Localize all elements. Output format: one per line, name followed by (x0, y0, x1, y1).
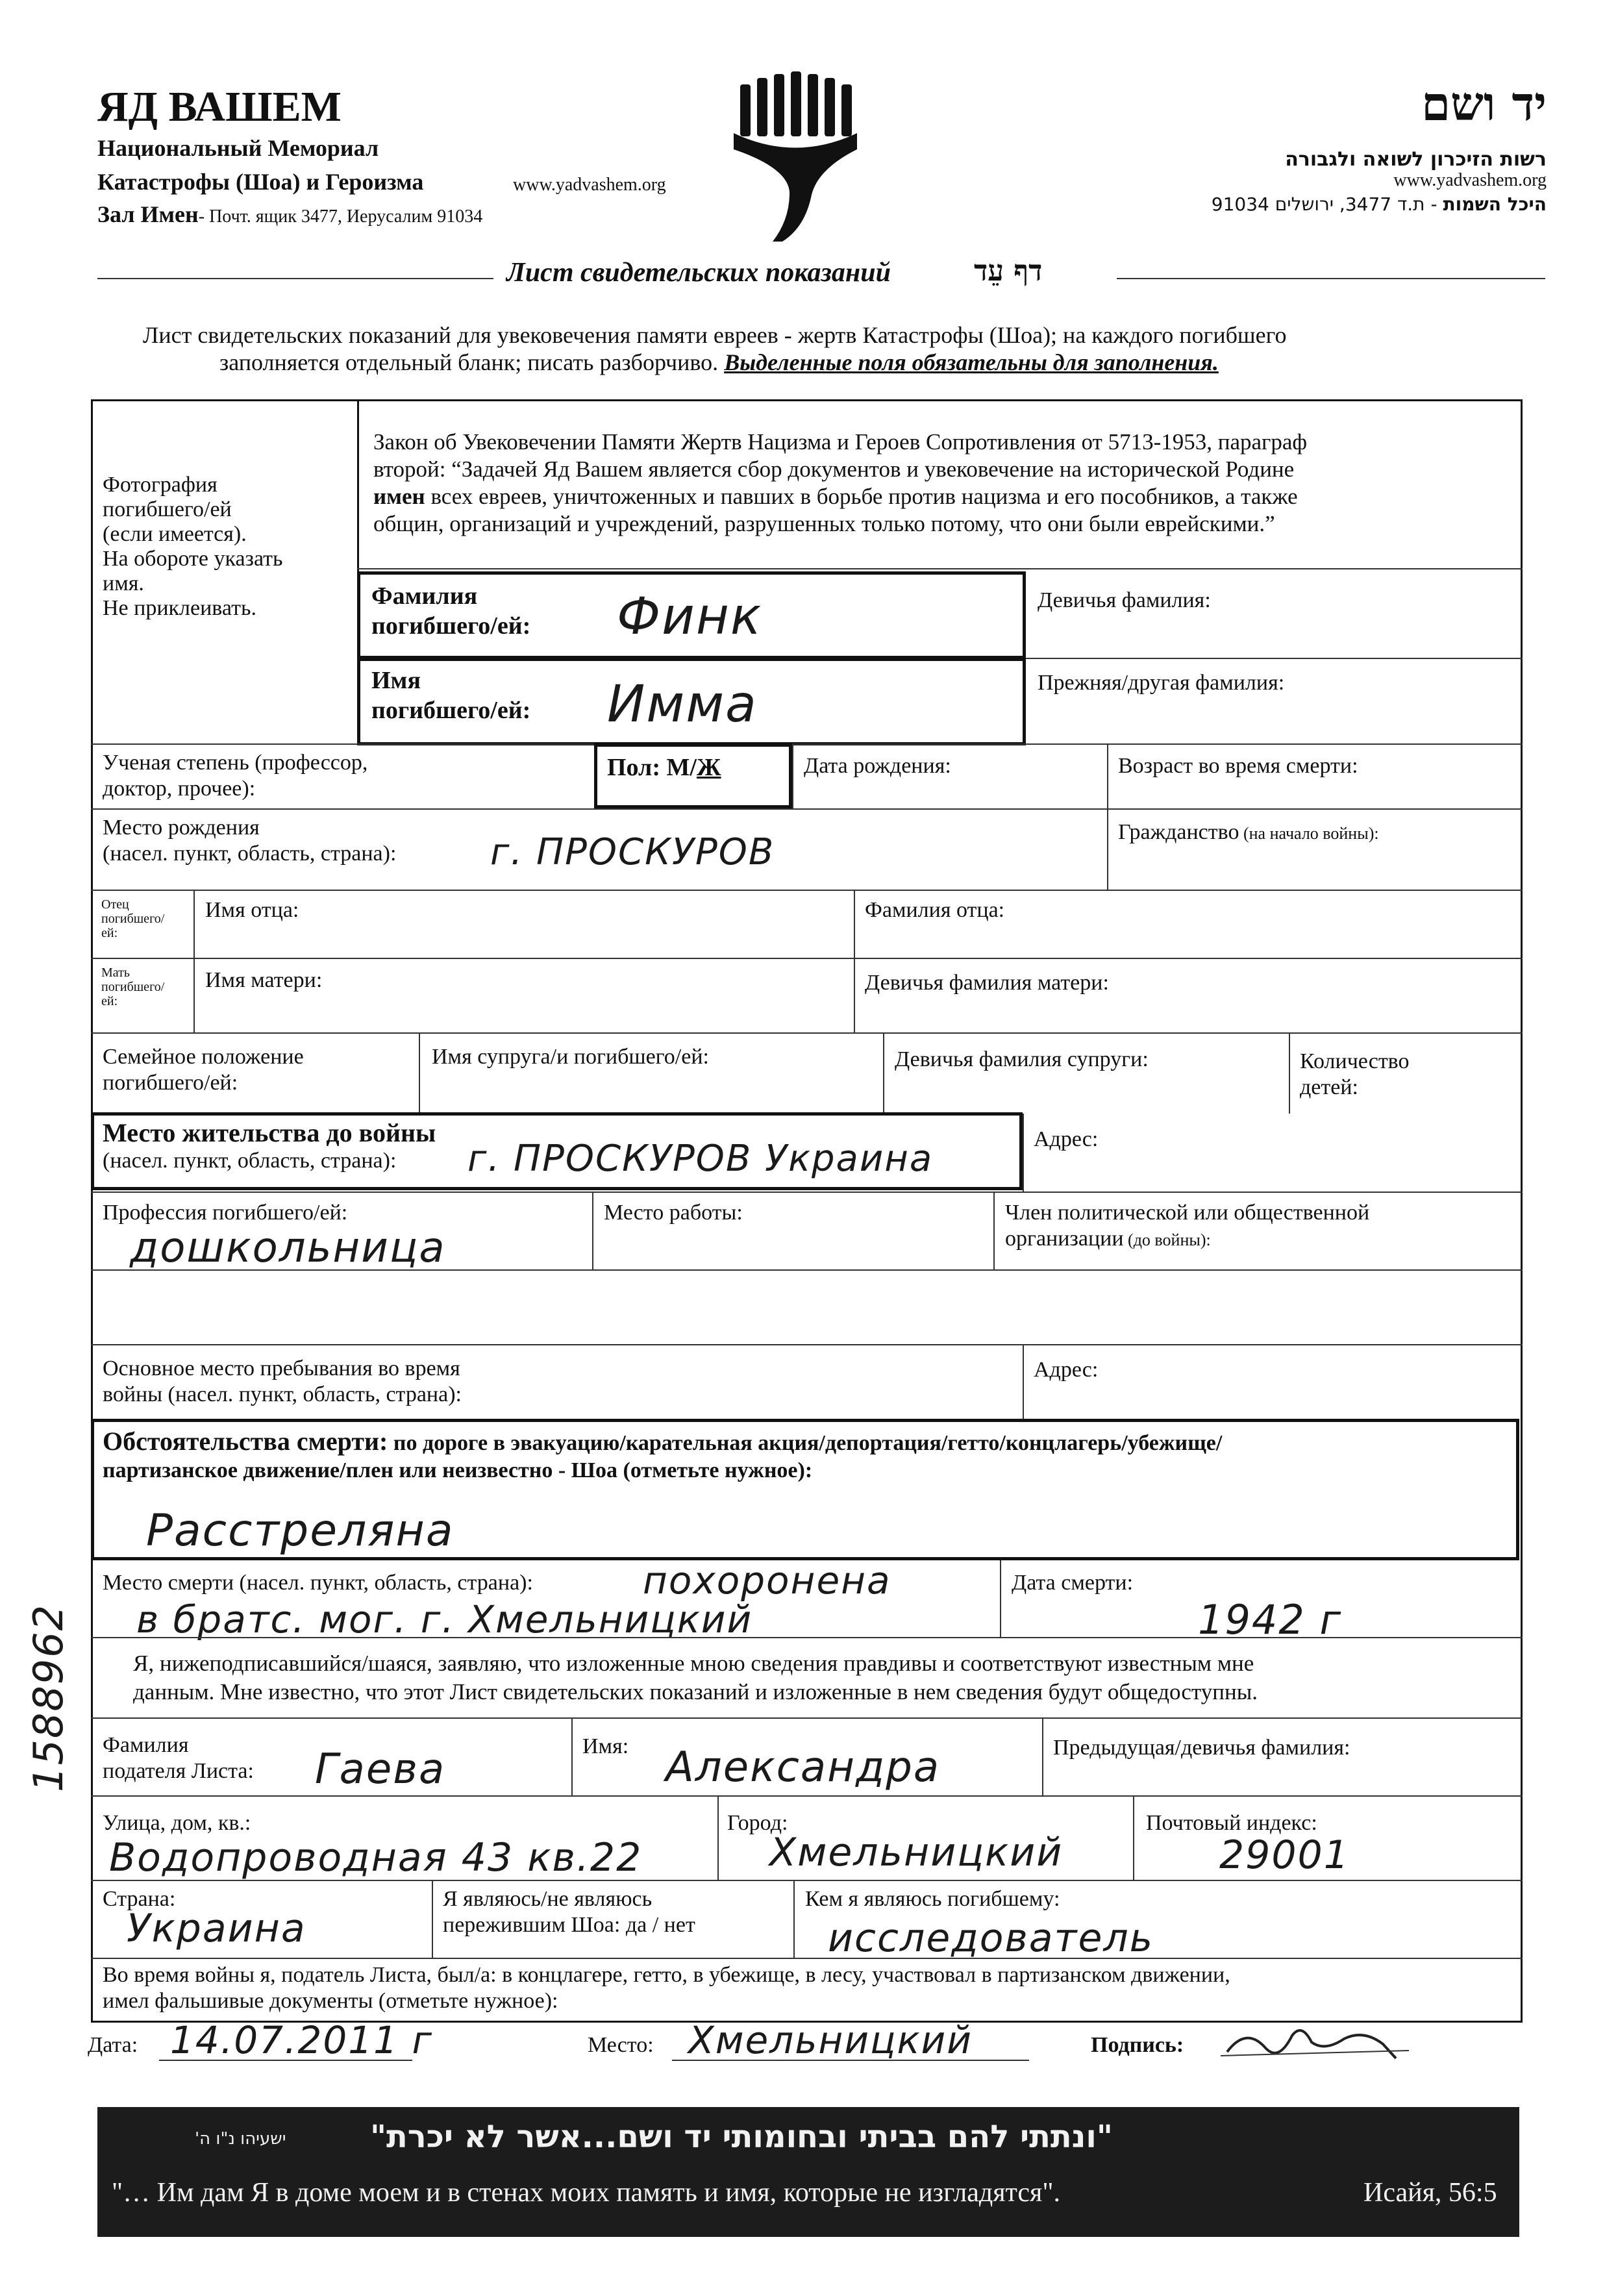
declaration-line: Я, нижеподписавшийся/шаяся, заявляю, что изложенные мною сведения правдивы и соответствуют известным мне (133, 1651, 1254, 1676)
zip-value[interactable]: 29001 (1219, 1832, 1350, 1878)
org-subtitle-1: Национальный Мемориал (97, 135, 379, 161)
relation-label: Кем я являюсь погибшему: (805, 1887, 1060, 1911)
city-value[interactable]: Хмельницкий (769, 1830, 1064, 1875)
signature-label: Подпись: (1091, 2033, 1184, 2057)
rule (419, 1032, 420, 1114)
street-value[interactable]: Водопроводная 43 кв.22 (109, 1835, 643, 1880)
org-subtitle-he: רשות הזיכרון לשואה ולגבורה (1285, 148, 1547, 171)
photo-note-line: погибшего/ей (103, 497, 232, 521)
birthplace-value[interactable]: г. ПРОСКУРОВ (490, 831, 775, 873)
circumstances-options: партизанское движение/плен или неизвестно - Шоа (отметьте нужное): (103, 1458, 813, 1482)
hall-label: Зал Имен (97, 201, 199, 227)
survivor-label[interactable] (443, 1886, 695, 1938)
rule (91, 1192, 1523, 1193)
label-line: Член политической или общественной (1005, 1201, 1370, 1225)
label-line: погибшего/ей: (371, 612, 531, 640)
side-line: Отец (101, 897, 129, 912)
law-bottom-rule (357, 568, 1523, 569)
rule (1023, 1344, 1024, 1419)
citizenship-note: (на начало войны): (1239, 824, 1379, 843)
citizenship-label-text: Гражданство (1118, 820, 1239, 844)
side-line: погибшего/ (101, 980, 165, 994)
label-line: Фамилия (103, 1733, 189, 1757)
org-title-he: יד ושם (1421, 76, 1547, 131)
birthdate-label: Дата рождения: (804, 754, 951, 778)
rule (91, 1958, 1523, 1959)
mother-maiden-label: Девичья фамилия матери: (865, 971, 1109, 995)
label-line: Ученая степень (профессор, (103, 751, 368, 775)
rule (883, 1032, 884, 1114)
form-title-he: דף עֵד (974, 255, 1043, 288)
label-line: доктор, прочее): (103, 777, 256, 801)
law-bold-word: имен (373, 484, 425, 509)
signature-mark[interactable] (1221, 2013, 1415, 2065)
declaration (133, 1649, 1258, 1706)
death-circumstances-value[interactable]: Расстреляна (146, 1505, 454, 1556)
rule (1133, 1795, 1134, 1880)
submitter-wartime (103, 1962, 1230, 2014)
date-label: Дата: (88, 2033, 138, 2057)
death-place-value-1[interactable]: похоронена (643, 1558, 891, 1603)
citizenship-label (1118, 819, 1379, 845)
rule (993, 1192, 995, 1269)
rule (854, 890, 855, 1032)
father-name-label: Имя отца: (205, 898, 299, 922)
submitter-surname-label (103, 1732, 254, 1784)
death-circumstances-label (103, 1427, 1222, 1484)
date-value[interactable]: 14.07.2011 г (170, 2018, 433, 2062)
death-place-label: Место смерти (насел. пункт, область, страна): (103, 1571, 533, 1595)
children-label (1300, 1049, 1410, 1101)
workplace-label: Место работы: (604, 1201, 743, 1225)
rule (1000, 1560, 1001, 1637)
rule (717, 1795, 719, 1880)
label-line: пережившим Шоа: да / нет (443, 1913, 695, 1937)
rule (91, 958, 1523, 959)
footer-russian-quote: "… Им дам Я в доме моем и в стенах моих память и имя, которые не изгладятся". (112, 2178, 1060, 2208)
rule (91, 1269, 1523, 1271)
declaration-line: данным. Мне известно, что этот Лист свидетельских показаний и изложенные в нем сведения будут общедоступны. (133, 1679, 1258, 1704)
footer-russian-ref: Исайя, 56:5 (1363, 2178, 1497, 2208)
photo-note-line: (если имеется). (103, 522, 247, 546)
label-line: погибшего/ей: (103, 1071, 238, 1095)
country-label: Страна: (103, 1887, 176, 1911)
rule (1289, 1032, 1290, 1114)
website-ru[interactable]: www.yadvashem.org (513, 175, 666, 195)
side-line: погибшего/ (101, 912, 165, 926)
law-line (373, 483, 1307, 510)
law-line: общин, организаций и учреждений, разрушенных только потому, что они были еврейскими.” (373, 511, 1275, 536)
victim-name-value[interactable]: Имма (607, 675, 758, 734)
rule (91, 1344, 1523, 1345)
circumstances-options: по дороге в эвакуацию/карательная акция/депортация/гетто/концлагерь/убежище/ (388, 1431, 1223, 1455)
relation-value[interactable]: исследователь (828, 1915, 1154, 1961)
rule (91, 1032, 1523, 1034)
father-surname-label: Фамилия отца: (865, 898, 1005, 922)
spouse-maiden-label: Девичья фамилия супруги: (895, 1047, 1149, 1071)
footer-hebrew-ref: ישעיהו נ"ו ה' (195, 2129, 286, 2149)
place-underline (672, 2060, 1029, 2061)
rule (1023, 1114, 1024, 1192)
rule (91, 1880, 1523, 1881)
residence-value[interactable]: г. ПРОСКУРОВ Украина (467, 1138, 934, 1180)
residence-address-label: Адрес: (1034, 1127, 1099, 1151)
rule (91, 890, 1523, 891)
photo-note-line: имя. (103, 571, 144, 595)
degree-label (103, 750, 367, 802)
footer-hebrew-quote: "ונתתי להם בביתי ובחומותי יד ושם...אשר לא יכרת" (370, 2119, 1113, 2155)
title-rule-right (1117, 278, 1545, 279)
submitter-prev-label: Предыдущая/девичья фамилия: (1053, 1736, 1350, 1760)
hall-of-names-address (97, 201, 482, 230)
side-line: ей: (101, 994, 118, 1008)
label-line: Место рождения (103, 816, 260, 840)
label-line: организации (1005, 1227, 1124, 1251)
submitter-name-label: Имя: (582, 1734, 629, 1758)
label-line: имел фальшивые документы (отметьте нужное): (103, 1989, 558, 2013)
intro-line-2 (219, 349, 1219, 375)
rule (432, 1880, 433, 1958)
label-line: Фамилия (371, 582, 478, 610)
label-line: (насел. пункт, область, страна): (103, 842, 397, 866)
form-title-ru: Лист свидетельских показаний (506, 258, 891, 288)
label-line: Я являюсь/не являюсь (443, 1887, 653, 1911)
rule (91, 743, 1523, 745)
footer-banner (97, 2107, 1519, 2237)
side-line: ей: (101, 926, 118, 940)
rule (792, 743, 793, 808)
age-label: Возраст во время смерти: (1118, 754, 1358, 778)
date-underline (159, 2060, 412, 2061)
wartime-address-label: Адрес: (1034, 1358, 1099, 1382)
rule (193, 890, 195, 1032)
zip-label: Почтовый индекс: (1146, 1811, 1317, 1835)
side-line: Мать (101, 966, 131, 980)
city-label: Город: (727, 1811, 788, 1835)
circumstances-title: Обстоятельства смерти: (103, 1427, 388, 1456)
rule (91, 1717, 1523, 1719)
label-line: подателя Листа: (103, 1759, 254, 1783)
registration-number (18, 1597, 70, 1799)
place-label: Место: (588, 2033, 654, 2057)
victim-name-label (371, 666, 530, 725)
label-line: Во время войны я, податель Листа, был/а: в концлагере, гетто, в убежище, в лесу, участвовал в партизанском движении, (103, 1963, 1230, 1987)
mother-side-label (101, 966, 164, 1008)
profession-value[interactable]: дошкольница (130, 1224, 446, 1272)
rule (91, 1637, 1523, 1638)
death-place-value-2[interactable]: в братс. мог. г. Хмельницкий (136, 1597, 753, 1641)
law-line: Закон об Увековечении Памяти Жертв Нацизма и Героев Сопротивления от 5713-1953, параграф (373, 429, 1308, 455)
submitter-name-value[interactable]: Александра (666, 1743, 941, 1791)
maiden-name-label: Девичья фамилия: (1038, 588, 1211, 612)
yad-vashem-logo (727, 71, 864, 247)
death-date-value[interactable]: 1942 г (1198, 1596, 1343, 1643)
law-line: второй: “Задачей Яд Вашем является сбор документов и увековечение на исторической Родине (373, 456, 1295, 482)
prev-name-label: Прежняя/другая фамилия: (1038, 671, 1285, 695)
address-he (1212, 193, 1547, 215)
rule (1026, 658, 1523, 659)
sex-selected: Ж (696, 754, 721, 781)
label-line: Количество (1300, 1049, 1410, 1073)
place-value[interactable]: Хмельницкий (688, 2018, 973, 2062)
rule (793, 1880, 795, 1958)
rule (1042, 1717, 1043, 1795)
registration-number-text: 1588962 (25, 1603, 72, 1792)
spouse-name-label: Имя супруга/и погибшего/ей: (432, 1045, 709, 1069)
sex-field[interactable] (607, 753, 721, 782)
address-he-prefix: היכל השמות (1443, 193, 1547, 215)
label-line: погибшего/ей: (371, 697, 531, 724)
intro-line-1: Лист свидетельских показаний для увековечения памяти евреев - жертв Катастрофы (Шоа); на каждого погибшего (143, 322, 1287, 348)
title-rule-left (97, 278, 493, 279)
wartime-stay-label (103, 1356, 462, 1408)
org-title-ru: ЯД ВАШЕМ (97, 83, 342, 131)
intro-line-2a: заполняется отдельный бланк; писать разборчиво. (219, 349, 725, 375)
photo-note-line: Не приклеивать. (103, 596, 256, 620)
membership-label (1005, 1200, 1369, 1252)
residence-label-sub: (насел. пункт, область, страна): (103, 1149, 397, 1173)
label-line: войны (насел. пункт, область, страна): (103, 1382, 462, 1406)
sex-label: Пол: М/ (607, 754, 697, 781)
street-label: Улица, дом, кв.: (103, 1811, 251, 1835)
mother-name-label: Имя матери: (205, 968, 323, 992)
label-line: Основное место пребывания во время (103, 1356, 460, 1380)
label-line: детей: (1300, 1075, 1358, 1099)
rule (571, 1717, 573, 1795)
address-he-text: - ת.ד 3477, ירושלים 91034 (1211, 193, 1443, 215)
country-value[interactable]: Украина (127, 1906, 306, 1951)
label-line: Имя (371, 667, 421, 694)
rule (91, 1795, 1523, 1797)
address-ru: - Почт. ящик 3477, Иерусалим 91034 (198, 206, 483, 227)
victim-surname-label (371, 581, 530, 641)
photo-note-line: Фотография (103, 473, 218, 497)
law-line-text: всех евреев, уничтоженных и павших в борьбе против нацизма и его пособников, а также (425, 484, 1298, 509)
membership-note: (до войны): (1123, 1230, 1211, 1249)
submitter-surname-value[interactable]: Гаева (315, 1745, 446, 1793)
profession-label: Профессия погибшего/ей: (103, 1201, 348, 1225)
rule (592, 1192, 593, 1269)
website-he[interactable]: www.yadvashem.org (1393, 170, 1547, 190)
photo-note-line: На обороте указать (103, 547, 283, 571)
residence-label-main: Место жительства до войны (103, 1118, 436, 1147)
death-date-label: Дата смерти: (1012, 1571, 1134, 1595)
rule (1107, 743, 1108, 890)
marital-label (103, 1044, 304, 1096)
org-subtitle-2: Катастрофы (Шоа) и Героизма (97, 169, 424, 195)
rule (91, 808, 1523, 810)
law-quote (373, 429, 1307, 538)
birthplace-label (103, 815, 396, 867)
photo-note (103, 473, 283, 621)
intro-required-note: Выделенные поля обязательны для заполнения. (724, 349, 1219, 375)
father-side-label (101, 897, 164, 940)
residence-label (103, 1118, 436, 1174)
label-line: Семейное положение (103, 1045, 304, 1069)
victim-surname-value[interactable]: Финк (617, 588, 762, 646)
